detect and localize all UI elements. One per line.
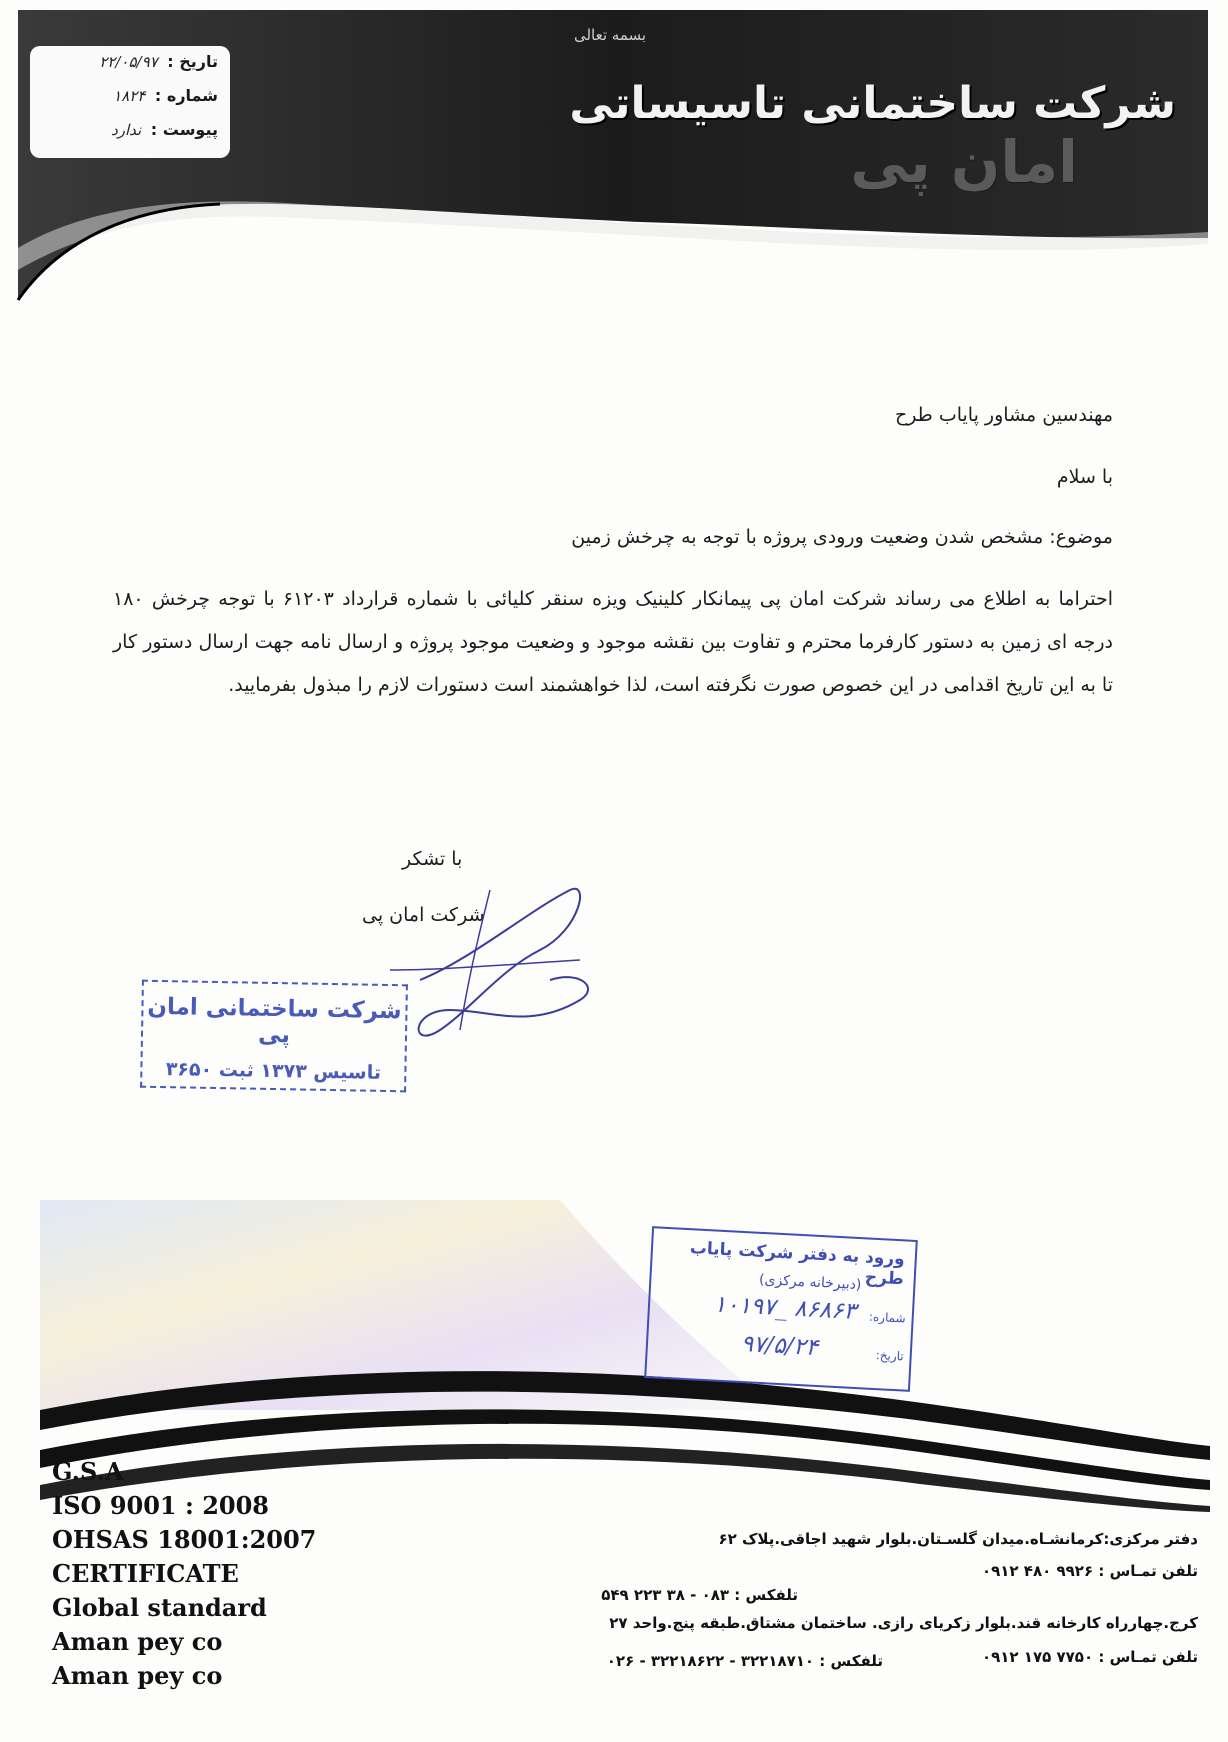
company-logo-name: امان پی xyxy=(850,128,1078,196)
letter-info-box xyxy=(30,46,230,158)
signatory: شرکت امان پی xyxy=(362,904,485,926)
cert-line: G.S.A xyxy=(52,1457,124,1486)
closing: با تشکر xyxy=(402,848,463,870)
number-row xyxy=(113,86,218,105)
subject-line: موضوع: مشخص شدن وضعیت ورودی پروژه با توجه به چرخش زمین xyxy=(571,526,1113,548)
letter-body: احتراما به اطلاع می رساند شرکت امان پی پیمانکار کلینیک ویزه سنقر کلیائی با شماره قرارداد ۶۱۲۰۳ با توجه چرخش ۱۸۰ درجه ای زمین به دستور کارفرما محترم و تفاوت بین نقشه موجود و وضعیت موجود پروژه و ارسال نامه جهت ارسال دستور کار تا به این تاریخ اقدامی در این خصوص صورت نگرفته است، لذا خواهشمند است دستورات لازم را مبذول بفرمایید. xyxy=(113,588,1114,696)
cert-line: OHSAS 18001:2007 xyxy=(52,1525,317,1554)
company-stamp-line2: تاسیس ۱۳۷۳ ثبت ۳۶۵۰ xyxy=(165,1058,382,1084)
entry-stamp xyxy=(644,1226,918,1392)
cert-line: Aman pey co xyxy=(52,1627,223,1656)
date-value: ۲۲/۰۵/۹۷ xyxy=(99,53,158,71)
attachment-row xyxy=(111,120,218,139)
bismillah-text: بسمه تعالی xyxy=(573,26,647,44)
factory-fax: تلفکس : ۳۲۲۱۸۷۱۰ - ۳۲۲۱۸۶۲۲ - ۰۲۶ xyxy=(606,1652,883,1670)
cert-line: Global standard xyxy=(52,1593,267,1622)
recipient: مهندسین مشاور پایاب طرح xyxy=(894,404,1113,426)
entry-stamp-subtitle: (دبیرخانه مرکزی) xyxy=(758,1271,862,1294)
company-stamp-line1: شرکت ساختمانی امان پی xyxy=(147,993,402,1049)
cert-line: ISO 9001 : 2008 xyxy=(52,1491,269,1520)
date-label: تاریخ : xyxy=(167,52,218,71)
greeting: با سلام xyxy=(1056,466,1113,488)
number-value: ۱۸۲۴ xyxy=(113,87,146,105)
cert-line: Aman pey co xyxy=(52,1661,223,1690)
entry-stamp-number-value: ۱۰۱۹۷_ ۸۶۸۶۳ xyxy=(713,1291,857,1325)
signature xyxy=(380,870,620,1070)
date-row xyxy=(99,52,218,71)
company-stamp xyxy=(140,980,408,1093)
entry-stamp-number-label: شماره: xyxy=(868,1309,907,1326)
entry-stamp-title: ورود به دفتر شرکت پایاب طرح xyxy=(689,1238,906,1290)
entry-stamp-date-value: ۹۷/۵/۲۴ xyxy=(740,1330,819,1361)
office-phone: تلفن تمـاس : ۹۹۲۶ ۴۸۰ ۰۹۱۲ xyxy=(981,1562,1198,1580)
factory-phone: تلفن تمـاس : ۷۷۵۰ ۱۷۵ ۰۹۱۲ xyxy=(981,1648,1198,1666)
attachment-label: پیوست : xyxy=(150,120,218,139)
factory-address: کرج.چهارراه کارخانه قند.بلوار زکریای رازی. ساختمان مشتاق.طبقه پنج.واحد ۲۷ xyxy=(609,1614,1198,1632)
entry-stamp-date-label: تاریخ: xyxy=(875,1348,905,1364)
certificate-block xyxy=(52,1455,316,1693)
attachment-value: ندارد xyxy=(111,121,142,139)
company-title: شرکت ساختمانی تاسیساتی xyxy=(569,78,1176,129)
office-fax: تلفکس : ۰۸۳ - ۳۸ ۲۲۳ ۵۴۹ xyxy=(601,1586,798,1604)
cert-line: CERTIFICATE xyxy=(52,1559,239,1588)
number-label: شماره : xyxy=(154,86,218,105)
office-address: دفتر مرکزی:کرمانشـاه.میدان گلسـتان.بلوار شهید اجاقی.پلاک ۶۲ xyxy=(718,1530,1198,1548)
